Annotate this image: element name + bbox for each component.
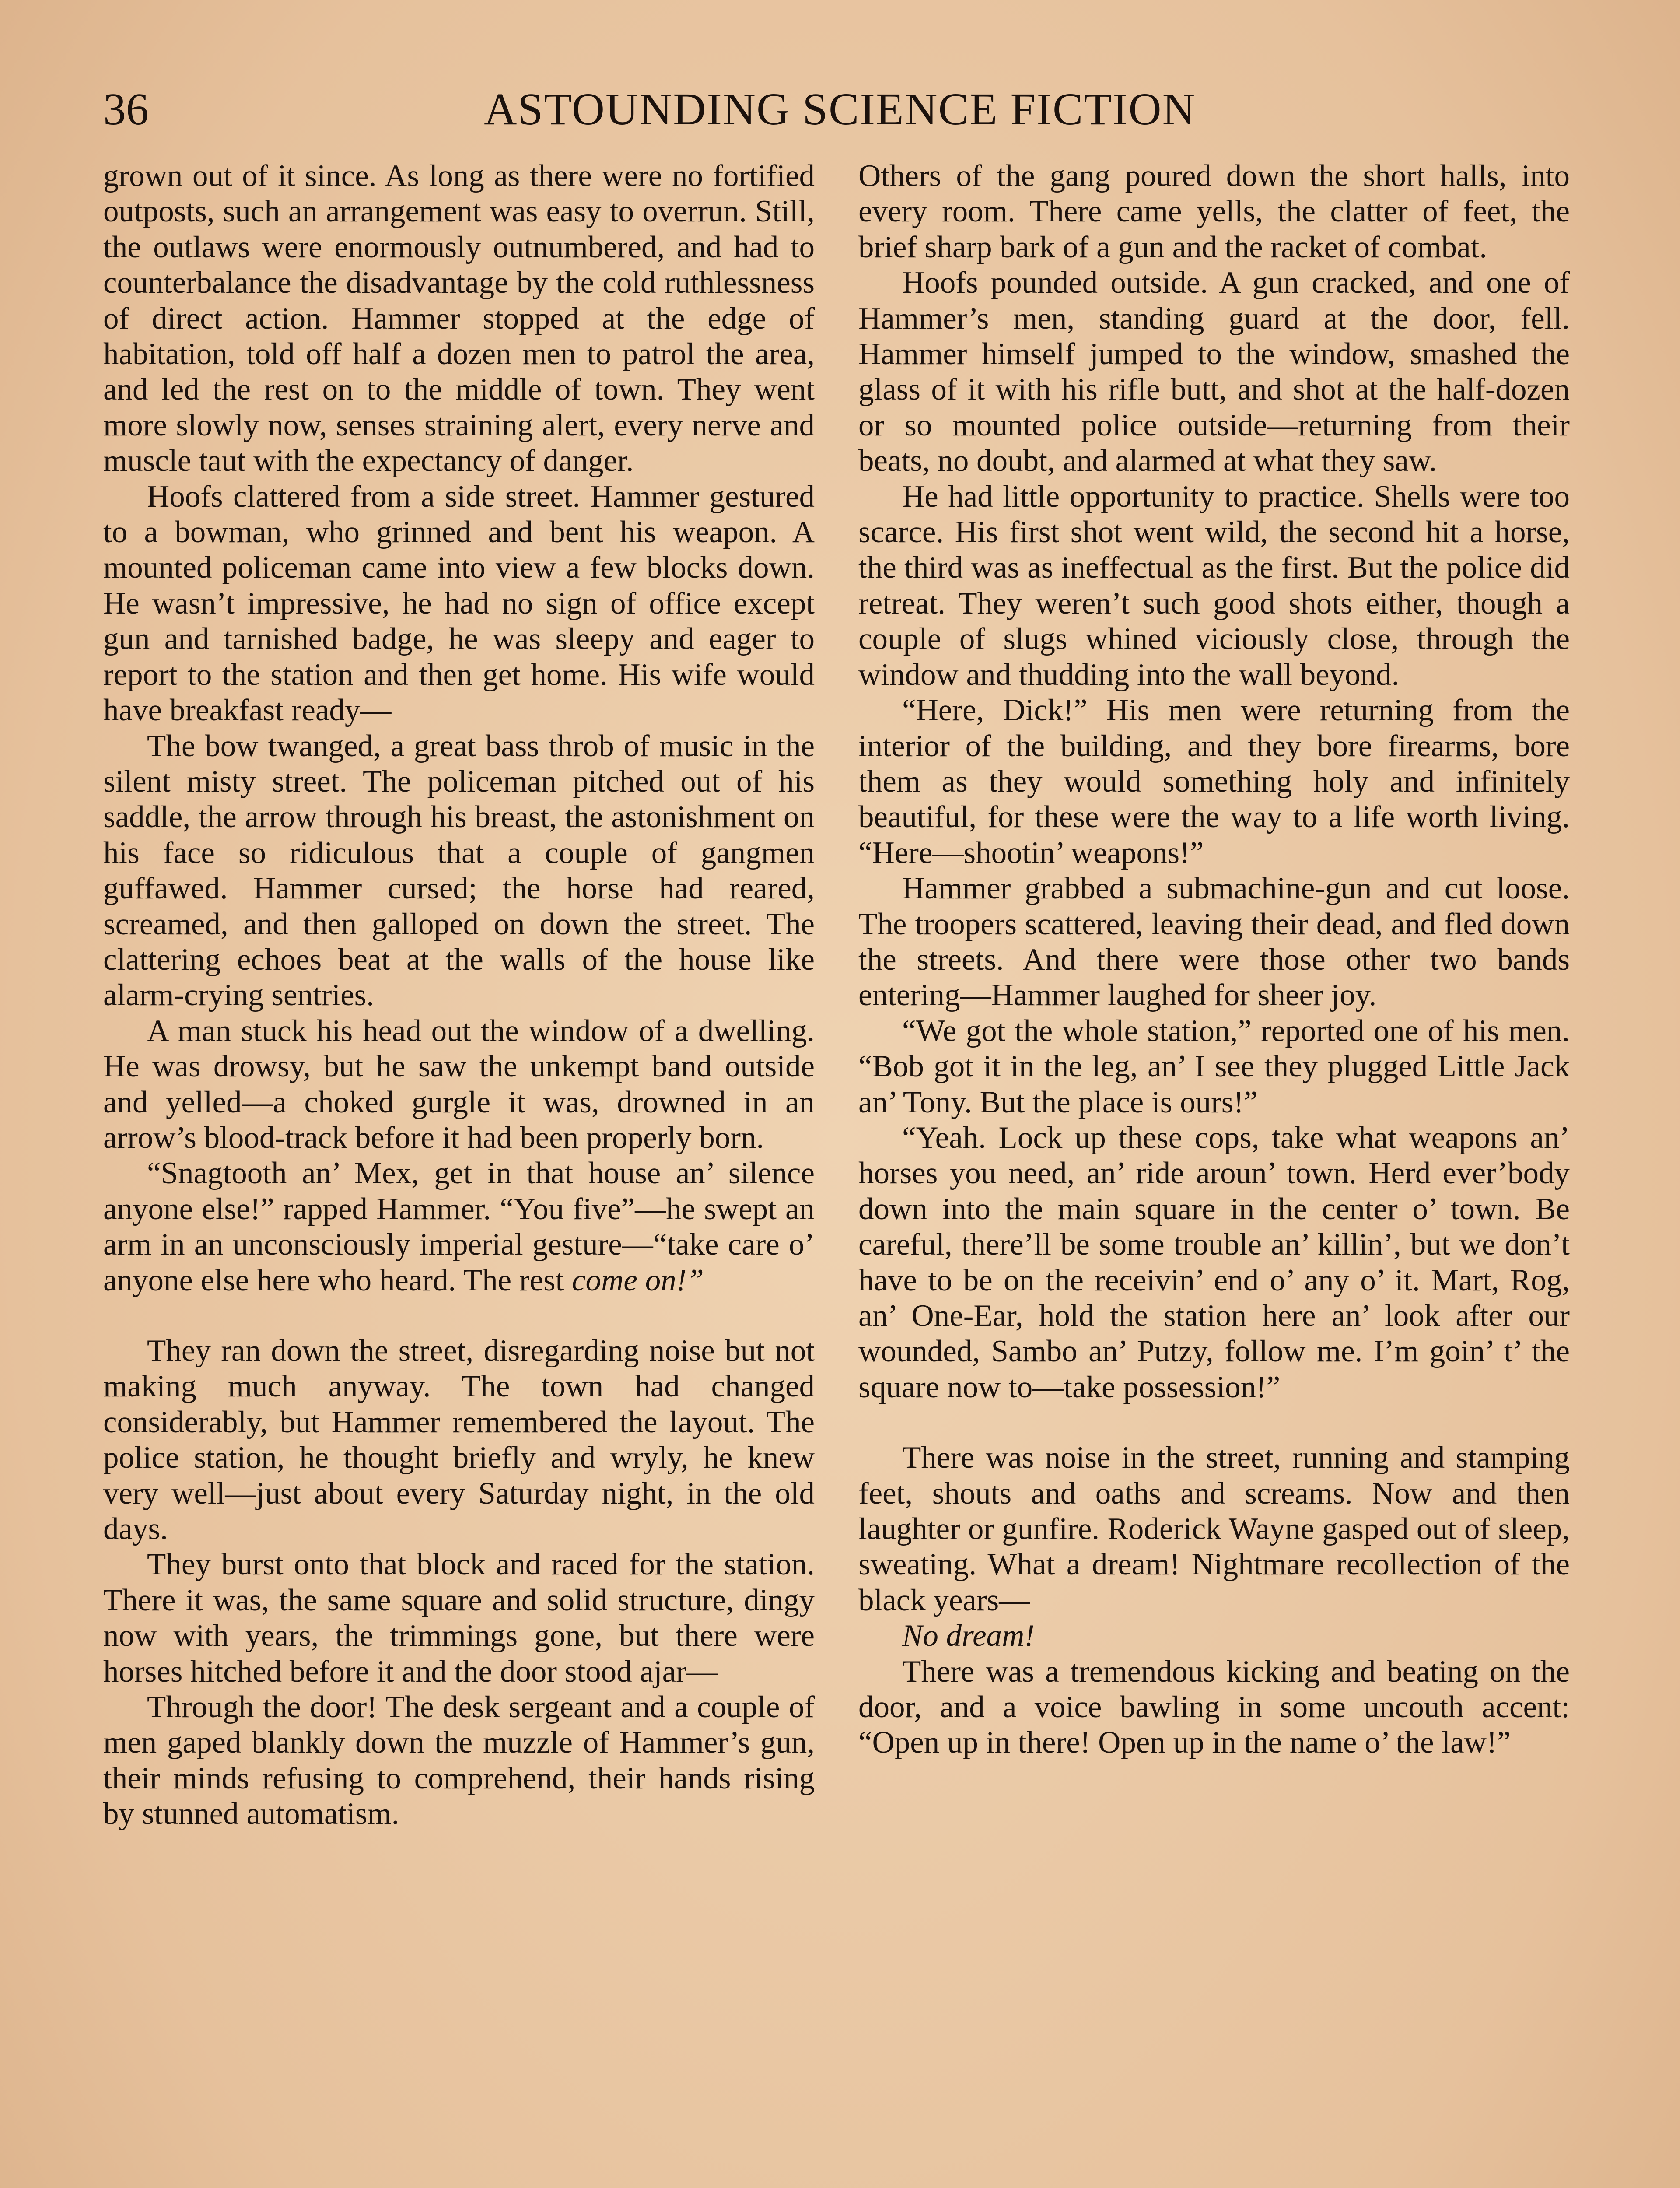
page-number: 36 [103,84,149,134]
paragraph: Hammer grabbed a submachine-gun and cut loose. The troopers scattered, leaving their dead, and fled down the streets. And there were those other two bands entering—Hammer laughed for sheer joy. [858,871,1570,1013]
paragraph: The bow twanged, a great bass throb of music in the silent misty street. The policeman pitched out of his saddle, the arrow through his breast, the astonishment on his face so ridiculous that a couple of gangmen guffawed. Hammer cursed; the horse had reared, screamed, and then galloped on down the street. The clattering echoes beat at the walls of the house like alarm-crying sentries. [103,729,815,1013]
paragraph: Others of the gang poured down the short halls, into every room. There came yells, the clatter of feet, the brief sharp bark of a gun and the racket of combat. [858,159,1570,264]
paragraph: Through the door! The desk sergeant and a couple of men gaped blankly down the muzzle of Hammer’s gun, their minds refusing to comprehend, their hands rising by stunned automatism. [103,1690,815,1831]
paragraph: “We got the whole station,” reported one of his men. “Bob got it in the leg, an’ I see they plugged Little Jack an’ Tony. But the place is ours!” [858,1013,1570,1119]
paragraph: “Yeah. Lock up these cops, take what weapons an’ horses you need, an’ ride aroun’ town. Herd ever’body down into the main square in the center o’ town. Be careful, there’ll be some trouble an’ killin’, but we don’t have to be on the receivin’ end o’ any o’ it. Mart, Rog, an’ One-Ear, hold the station here an’ look after our wounded, Sambo an’ Putzy, follow me. I’m goin’ t’ the square now to—take possession!” [858,1120,1570,1404]
magazine-title: ASTOUNDING SCIENCE FICTION [484,84,1196,134]
paragraph: He had little opportunity to practice. Shells were too scarce. His first shot went wild, the second hit a horse, the third was as ineffectual as the first. But the police did retreat. They weren’t such good shots either, though a couple of slugs whined viciously close, through the window and thudding into the wall beyond. [858,479,1570,692]
left-column [103,158,815,1832]
paragraph: They burst onto that block and raced for the station. There it was, the same square and solid structure, dingy now with years, the trimmings gone, but there were horses hitched before it and the door stood ajar— [103,1547,815,1689]
paragraph: A man stuck his head out the window of a dwelling. He was drowsy, but he saw the unkempt band outside and yelled—a choked gurgle it was, drowned in an arrow’s blood-track before it had been properly born. [103,1013,815,1155]
italic-text: No dream! [902,1619,1035,1653]
paragraph: grown out of it since. As long as there were no fortified outposts, such an arrangement was easy to overrun. Still, the outlaws were enormously outnumbered, and had to counterbalance the disadvantage by the cold ruthlessness of direct action. Hammer stopped at the edge of habitation, told off half a dozen men to patrol the area, and led the rest on to the middle of town. They went more slowly now, senses straining alert, every nerve and muscle taut with the expectancy of danger. [103,159,815,478]
page-header [96,79,1584,144]
right-column [858,158,1570,1761]
paragraph: Hoofs pounded outside. A gun cracked, and one of Hammer’s men, standing guard at the door, fell. Hammer himself jumped to the window, smashed the glass of it with his rifle butt, and shot at the half-dozen or so mounted police outside—returning from their beats, no doubt, and alarmed at what they saw. [858,266,1570,478]
paragraph: Hoofs clattered from a side street. Hammer gestured to a bowman, who grinned and bent his weapon. A mounted policeman came into view a few blocks down. He wasn’t impressive, he had no sign of office except gun and tarnished badge, he was sleepy and eager to report to the station and then get home. His wife would have breakfast ready— [103,479,815,728]
paragraph: “Here, Dick!” His men were returning from the interior of the building, and they bore firearms, bore them as they would something holy and infinitely beautiful, for these were the way to a life worth living. “Here—shootin’ weapons!” [858,693,1570,870]
paragraph [858,1618,1570,1654]
paragraph: There was noise in the street, running and stamping feet, shouts and oaths and screams. Now and then laughter or gunfire. Roderick Wayne gasped out of sleep, sweating. What a dream! Nightmare recollection of the black years— [858,1441,1570,1617]
italic-text: come on!” [572,1263,704,1297]
paragraph: They ran down the street, disregarding noise but not making much anyway. The town had changed considerably, but Hammer remembered the layout. The police station, he thought briefly and wryly, he knew very well—just about every Saturday night, in the old days. [103,1334,815,1546]
paragraph: “Snagtooth an’ Mex, get in that house an’ silence anyone else!” rapped Hammer. “You five”—he swept an arm in an unconsciously imperial gesture—“take care o’ anyone else here who heard. The rest come on!” [103,1156,815,1297]
paragraph: There was a tremendous kicking and beating on the door, and a voice bawling in some uncouth accent: “Open up in there! Open up in the name o’ the law!” [858,1654,1570,1760]
